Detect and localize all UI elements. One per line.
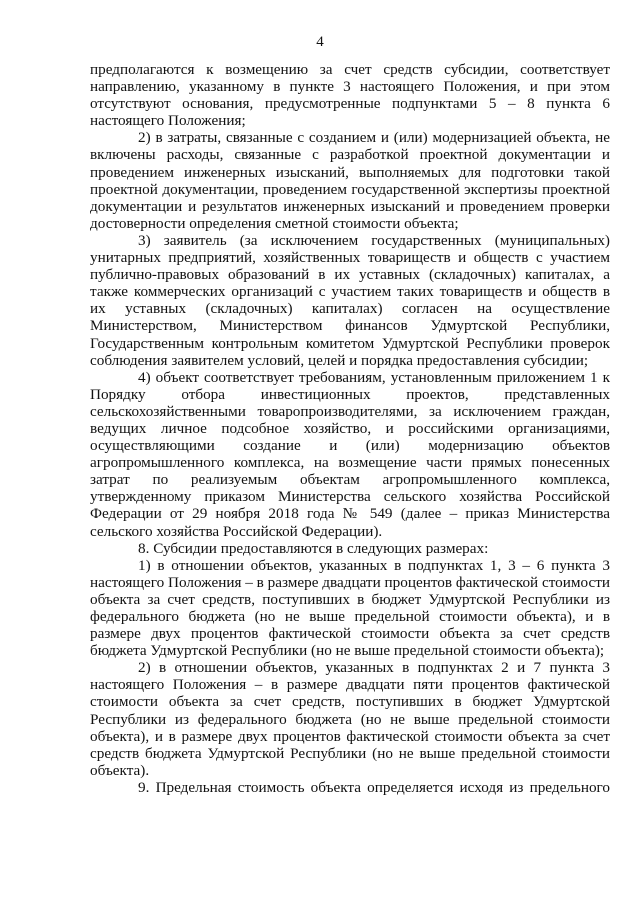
paragraph: 1) в отношении объектов, указанных в подпунктах 1, 3 – 6 пункта 3 настоящего Положения – в размере двадцати процентов фактической стоимости объекта за счет средств, поступивших в бюджет Удмуртской Республики из федерального бюджета (но не выше предельной стоимости объекта), и в размере двух процентов фактической стоимости объекта за счет средств бюджета Удмуртской Республики (но не выше предельной стоимости объекта); bbox=[90, 556, 610, 660]
paragraph: 4) объект соответствует требованиям, установленным приложением 1 к Порядку отбора инвестиционных проектов, представленных сельскохозяйственными товаропроизводителями, за исключением граждан, ведущих личное подсобное хозяйство, и российскими организациями, осуществляющими создание и (или) модернизацию объектов агропромышленного комплекса, на возмещение части прямых понесенных затрат по реализуемым объектам агропромышленного комплекса, утвержденному приказом Министерства сельского хозяйства Российской Федерации от 29 ноября 2018 года № 549 (далее – приказ Министерства сельского хозяйства Российской Федерации). bbox=[90, 368, 610, 540]
paragraph: 2) в отношении объектов, указанных в подпунктах 2 и 7 пункта 3 настоящего Положения – в размере двадцати пяти процентов фактической стоимости объекта за счет средств, поступивших в бюджет Удмуртской Республики из федерального бюджета (но не выше предельной стоимости объекта), и в размере двух процентов фактической стоимости объекта за счет средств бюджета Удмуртской Республики (но не выше предельной стоимости объекта). bbox=[90, 659, 610, 779]
paragraph: 8. Субсидии предоставляются в следующих размерах: bbox=[138, 539, 489, 557]
paragraph: предполагаются к возмещению за счет средств субсидии, соответствует направлению, указанному в пункте 3 настоящего Положения, и при этом отсутствуют основания, предусмотренные подпунктами 5 – 8 пункта 6 настоящего Положения; bbox=[90, 61, 610, 130]
paragraph: 9. Предельная стоимость объекта определяется исходя из предельного bbox=[138, 778, 610, 796]
page-number: 4 bbox=[316, 34, 324, 50]
paragraph: 3) заявитель (за исключением государственных (муниципальных) унитарных предприятий, хозяйственных товариществ и обществ с участием публично-правовых образований в их уставных (складочных) капиталах, а также коммерческих организаций с участием таких товариществ и обществ в их уставных (складочных) капиталах) согласен на осуществление Министерством, Министерством финансов Удмуртской Республики, Государственным контрольным комитетом Удмуртской Республики проверок соблюдения заявителем условий, целей и порядка предоставления субсидии; bbox=[90, 231, 610, 369]
paragraph: 2) в затраты, связанные с созданием и (или) модернизацией объекта, не включены расходы, связанные с разработкой проектной документации и проведением инженерных изысканий, выполняемых для подготовки такой проектной документации, проведением государственной экспертизы проектной документации и результатов инженерных изысканий и проведением проверки достоверности определения сметной стоимости объекта; bbox=[90, 129, 610, 232]
document-body bbox=[90, 61, 610, 796]
